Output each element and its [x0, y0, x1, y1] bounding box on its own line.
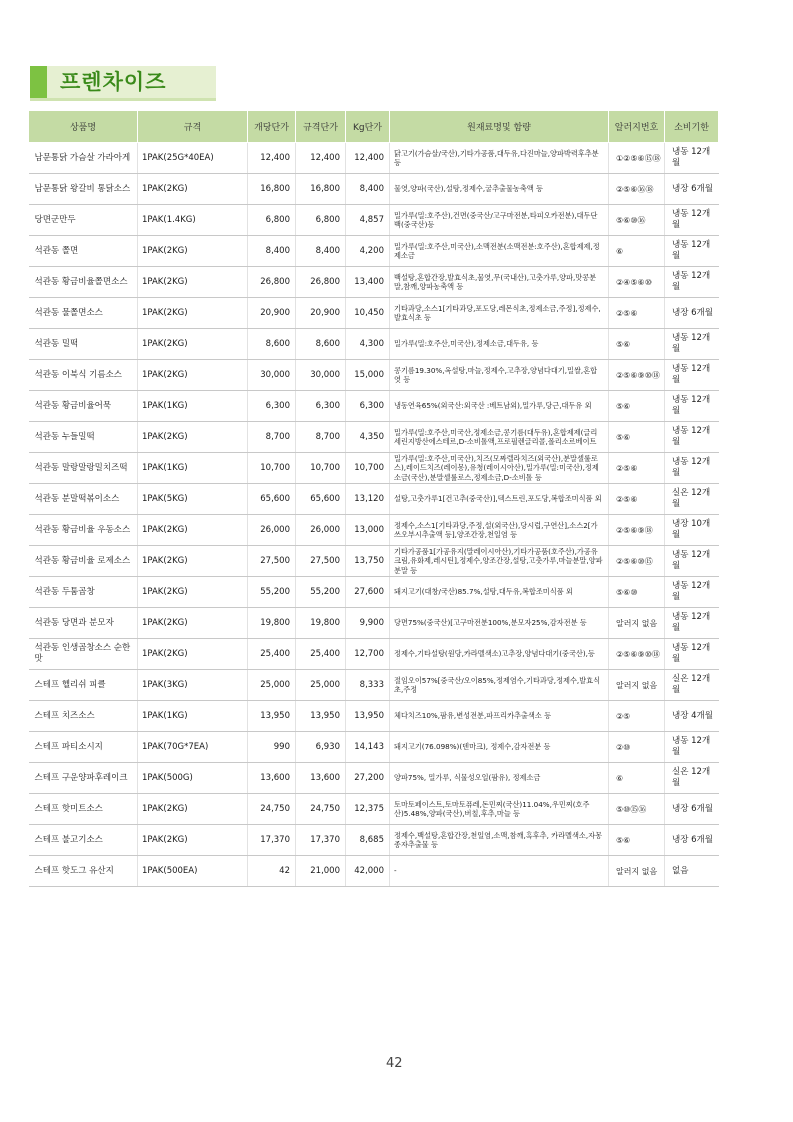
- cell-kg-price: 10,700: [346, 453, 390, 484]
- cell-spec-price: 20,900: [296, 298, 346, 329]
- cell-expiry: 냉동 12개월: [665, 422, 719, 453]
- table-row: [29, 329, 719, 360]
- cell-spec-price: 19,800: [296, 608, 346, 639]
- cell-unit-price: 16,800: [248, 174, 296, 205]
- table-row: [29, 763, 719, 794]
- cell-ingredients: 닭고기(가슴살/국산),기타가공품,대두유,다진마늘,양파박력후추분 등: [390, 143, 609, 174]
- cell-spec-price: 17,370: [296, 825, 346, 856]
- cell-spec: 1PAK(1KG): [138, 391, 248, 422]
- header-spec-price: 규격단가: [296, 111, 346, 143]
- cell-product-name: 석관동 황금비율 로제소스: [29, 546, 138, 577]
- cell-expiry: 냉동 12개월: [665, 143, 719, 174]
- page-number: 42: [386, 1056, 403, 1071]
- cell-product-name: 당면군만두: [29, 205, 138, 236]
- cell-expiry: 냉장 6개월: [665, 794, 719, 825]
- cell-ingredients: 밀가루(밀:호주산,미국산),치즈(모짜렐라치즈(외국산),분말셀룰로스),레이드치즈(레이몽),유청(레이시아산),밀가루(밀:미국산),정제소금(국산),분말셀룰로스,정제소금,D-소비톨 등: [390, 453, 609, 484]
- cell-product-name: 석관동 이북식 기름소스: [29, 360, 138, 391]
- cell-kg-price: 12,700: [346, 639, 390, 670]
- header-ingredients: 원재료명및 함량: [390, 111, 609, 143]
- cell-expiry: 냉동 12개월: [665, 453, 719, 484]
- header-allergy: 알러지번호: [609, 111, 665, 143]
- cell-ingredients: 밀가루(밀:호주산,미국산,정제소금,콩기름(대두유),혼합제제(글리세린지방산에스테르,D-소비톨액,프로필렌글리콜,폴리소르베이트: [390, 422, 609, 453]
- header-unit-price: 개당단가: [248, 111, 296, 143]
- cell-ingredients: 밀가루(밀:호주산,미국산),정제소금,대두유, 등: [390, 329, 609, 360]
- cell-allergy: ⑥: [609, 763, 665, 794]
- cell-allergy: 알러지 없음: [609, 608, 665, 639]
- table-row: [29, 701, 719, 732]
- cell-ingredients: 설탕,고춧가루1[건고추(중국산)],덱스트린,포도당,복합조미식품 외: [390, 484, 609, 515]
- cell-kg-price: 13,750: [346, 546, 390, 577]
- cell-expiry: 냉동 12개월: [665, 391, 719, 422]
- cell-kg-price: 4,857: [346, 205, 390, 236]
- cell-spec: 1PAK(2KG): [138, 577, 248, 608]
- cell-expiry: 실온 12개월: [665, 484, 719, 515]
- cell-spec-price: 25,400: [296, 639, 346, 670]
- cell-ingredients: 토마토페이스트,토마토퓨레,돈민찌(국산)11.04%,우민찌(호주산)5.48%,양파(국산),버칠,후추,마늘 등: [390, 794, 609, 825]
- cell-ingredients: 돼지고기(대창/국산)85.7%,설탕,대두유,복합조미식품 외: [390, 577, 609, 608]
- table-row: [29, 577, 719, 608]
- cell-allergy: 알러지 없음: [609, 670, 665, 701]
- table-row: [29, 608, 719, 639]
- cell-kg-price: 13,000: [346, 515, 390, 546]
- table-row: [29, 298, 719, 329]
- cell-kg-price: 27,600: [346, 577, 390, 608]
- cell-ingredients: 돼지고기(76.098%)(덴마크), 정제수,감자전분 등: [390, 732, 609, 763]
- cell-allergy: ⑤⑥: [609, 329, 665, 360]
- table-row: [29, 856, 719, 887]
- cell-product-name: 석관동 황금비율 우동소스: [29, 515, 138, 546]
- cell-spec: 1PAK(1.4KG): [138, 205, 248, 236]
- cell-allergy: ②⑩: [609, 732, 665, 763]
- cell-ingredients: -: [390, 856, 609, 887]
- cell-product-name: 석관동 인생곱창소스 순한맛: [29, 639, 138, 670]
- cell-spec: 1PAK(2KG): [138, 794, 248, 825]
- cell-spec: 1PAK(2KG): [138, 236, 248, 267]
- table-row: [29, 670, 719, 701]
- cell-expiry: 냉동 12개월: [665, 236, 719, 267]
- cell-allergy: ⑥: [609, 236, 665, 267]
- table-row: [29, 236, 719, 267]
- table-row: [29, 143, 719, 174]
- table-row: [29, 732, 719, 763]
- cell-kg-price: 8,400: [346, 174, 390, 205]
- cell-spec-price: 6,800: [296, 205, 346, 236]
- cell-spec: 1PAK(2KG): [138, 515, 248, 546]
- cell-spec: 1PAK(2KG): [138, 329, 248, 360]
- cell-product-name: 석관동 분말떡볶이소스: [29, 484, 138, 515]
- cell-product-name: 석관동 황금비율어묵: [29, 391, 138, 422]
- cell-product-name: 석관동 두툼곱창: [29, 577, 138, 608]
- cell-spec-price: 55,200: [296, 577, 346, 608]
- cell-allergy: ⑤⑥⑩⑯: [609, 205, 665, 236]
- table-row: [29, 267, 719, 298]
- cell-unit-price: 42: [248, 856, 296, 887]
- cell-spec: 1PAK(1KG): [138, 701, 248, 732]
- cell-ingredients: 당면75%(중국산)[고구마전분100%,분모자25%,감자전분 등: [390, 608, 609, 639]
- cell-unit-price: 10,700: [248, 453, 296, 484]
- cell-kg-price: 42,000: [346, 856, 390, 887]
- cell-unit-price: 17,370: [248, 825, 296, 856]
- table-row: [29, 391, 719, 422]
- cell-product-name: 석관동 밀떡: [29, 329, 138, 360]
- cell-kg-price: 9,900: [346, 608, 390, 639]
- cell-unit-price: 8,600: [248, 329, 296, 360]
- cell-spec: 1PAK(70G*7EA): [138, 732, 248, 763]
- cell-ingredients: 콩기름19.30%,옥설탕,마늘,정제수,고추장,양념다대기,밀쌀,혼합엿 등: [390, 360, 609, 391]
- cell-allergy: ⑤⑥: [609, 422, 665, 453]
- cell-spec-price: 8,600: [296, 329, 346, 360]
- cell-ingredients: 기타가공품1[가공유지(말레이시아산),기타가공품(호주산),가공유크림,유화제,레시틴],정제수,양조간장,설탕,고춧가루,마늘분말,양파분말 등: [390, 546, 609, 577]
- cell-spec-price: 13,600: [296, 763, 346, 794]
- header-expiry: 소비기한: [665, 111, 719, 143]
- cell-unit-price: 990: [248, 732, 296, 763]
- cell-kg-price: 12,400: [346, 143, 390, 174]
- cell-kg-price: 10,450: [346, 298, 390, 329]
- table-row: [29, 360, 719, 391]
- cell-unit-price: 26,800: [248, 267, 296, 298]
- cell-unit-price: 12,400: [248, 143, 296, 174]
- cell-allergy: ②⑤⑥: [609, 453, 665, 484]
- cell-unit-price: 8,700: [248, 422, 296, 453]
- cell-allergy: ⑤⑩⑮⑯: [609, 794, 665, 825]
- cell-unit-price: 55,200: [248, 577, 296, 608]
- cell-expiry: 냉동 12개월: [665, 329, 719, 360]
- cell-kg-price: 27,200: [346, 763, 390, 794]
- cell-ingredients: 체다치즈10%,팜유,변성전분,파프리카추출색소 등: [390, 701, 609, 732]
- table-row: [29, 484, 719, 515]
- cell-expiry: 냉동 12개월: [665, 732, 719, 763]
- cell-kg-price: 4,300: [346, 329, 390, 360]
- cell-spec: 1PAK(5KG): [138, 484, 248, 515]
- cell-expiry: 냉동 12개월: [665, 267, 719, 298]
- cell-expiry: 냉장 6개월: [665, 298, 719, 329]
- cell-product-name: 석관동 누들밀떡: [29, 422, 138, 453]
- table-row: [29, 453, 719, 484]
- cell-unit-price: 25,400: [248, 639, 296, 670]
- cell-product-name: 석관동 쫄면: [29, 236, 138, 267]
- cell-allergy: ⑤⑥: [609, 825, 665, 856]
- cell-expiry: 냉장 6개월: [665, 174, 719, 205]
- table-row: [29, 422, 719, 453]
- cell-spec: 1PAK(2KG): [138, 546, 248, 577]
- cell-product-name: 스테프 핫도그 유산지: [29, 856, 138, 887]
- cell-kg-price: 6,300: [346, 391, 390, 422]
- cell-expiry: 냉동 12개월: [665, 360, 719, 391]
- cell-ingredients: 정제수,백설탕,혼합간장,천일염,소맥,참깨,흑후추, 카라멜색소,자몽종자추출물 등: [390, 825, 609, 856]
- cell-unit-price: 6,300: [248, 391, 296, 422]
- header-product-name: 상품명: [29, 111, 138, 143]
- table-row: [29, 639, 719, 670]
- cell-unit-price: 20,900: [248, 298, 296, 329]
- cell-spec: 1PAK(2KG): [138, 422, 248, 453]
- cell-allergy: ②⑤⑥⑨⑱: [609, 515, 665, 546]
- cell-product-name: 석관동 물쫄면소스: [29, 298, 138, 329]
- table-row: [29, 174, 719, 205]
- cell-spec-price: 26,800: [296, 267, 346, 298]
- header-spec: 규격: [138, 111, 248, 143]
- cell-kg-price: 14,143: [346, 732, 390, 763]
- cell-unit-price: 8,400: [248, 236, 296, 267]
- cell-expiry: 냉동 12개월: [665, 205, 719, 236]
- cell-spec: 1PAK(2KG): [138, 360, 248, 391]
- cell-allergy: ②⑤⑥: [609, 484, 665, 515]
- cell-ingredients: 기타과당,소스1[기타과당,포도당,레몬식초,정제소금,주정],정제수,발효식초 등: [390, 298, 609, 329]
- table-row: [29, 515, 719, 546]
- cell-spec-price: 27,500: [296, 546, 346, 577]
- cell-spec-price: 8,700: [296, 422, 346, 453]
- cell-spec: 1PAK(3KG): [138, 670, 248, 701]
- cell-allergy: ②⑤⑥: [609, 298, 665, 329]
- table-row: [29, 205, 719, 236]
- cell-spec: 1PAK(500EA): [138, 856, 248, 887]
- cell-allergy: ②⑤⑥⑨⑩⑱: [609, 360, 665, 391]
- cell-kg-price: 8,333: [346, 670, 390, 701]
- cell-unit-price: 26,000: [248, 515, 296, 546]
- cell-ingredients: 정제수,기타설탕(원당,카라멜색소)고추장,양념다대기(중국산),등: [390, 639, 609, 670]
- cell-spec-price: 8,400: [296, 236, 346, 267]
- cell-expiry: 냉장 10개월: [665, 515, 719, 546]
- cell-product-name: 석관동 말랑말랑밀치즈떡: [29, 453, 138, 484]
- cell-ingredients: 밀가루(밀:호주산,미국산),소맥전분(소맥전분:호주산),혼합제제,정제소금: [390, 236, 609, 267]
- cell-ingredients: 냉동연육65%(외국산:외국산 :베트남외),밀가루,당근,대두유 외: [390, 391, 609, 422]
- cell-kg-price: 13,400: [346, 267, 390, 298]
- cell-unit-price: 27,500: [248, 546, 296, 577]
- cell-product-name: 스테프 구운양파후레이크: [29, 763, 138, 794]
- cell-ingredients: 물엿,양파(국산),설탕,정제수,굴추출물농축액 등: [390, 174, 609, 205]
- cell-unit-price: 30,000: [248, 360, 296, 391]
- cell-ingredients: 밀가루(밀:호주산),건면(중국산/고구마전분,타피오카전분),대두단백(중국산)등: [390, 205, 609, 236]
- cell-unit-price: 19,800: [248, 608, 296, 639]
- table-header-row: [29, 111, 719, 143]
- cell-product-name: 남문통닭 가슴살 가라아게: [29, 143, 138, 174]
- cell-kg-price: 15,000: [346, 360, 390, 391]
- cell-spec: 1PAK(2KG): [138, 608, 248, 639]
- cell-kg-price: 4,350: [346, 422, 390, 453]
- cell-kg-price: 13,120: [346, 484, 390, 515]
- cell-spec-price: 16,800: [296, 174, 346, 205]
- table-row: [29, 794, 719, 825]
- cell-allergy: ②⑤⑥⑩⑮: [609, 546, 665, 577]
- cell-allergy: ②④⑤⑥⑩: [609, 267, 665, 298]
- cell-ingredients: 정제수,소스1[기타과당,주정,설(외국산),당시럽,구연산],소스2[가쓰오부시추출액 등],양조간장,천일염 등: [390, 515, 609, 546]
- header-kg-price: Kg단가: [346, 111, 390, 143]
- cell-product-name: 석관동 황금비율쫄면소스: [29, 267, 138, 298]
- section-title-text: 프렌차이즈: [60, 70, 167, 94]
- cell-kg-price: 13,950: [346, 701, 390, 732]
- cell-spec-price: 6,930: [296, 732, 346, 763]
- cell-product-name: 스테프 헬리쉬 피클: [29, 670, 138, 701]
- cell-spec-price: 13,950: [296, 701, 346, 732]
- cell-unit-price: 13,600: [248, 763, 296, 794]
- cell-expiry: 없음: [665, 856, 719, 887]
- table-row: [29, 825, 719, 856]
- table-row: [29, 546, 719, 577]
- table-body: [29, 143, 719, 887]
- cell-spec-price: 25,000: [296, 670, 346, 701]
- cell-allergy: ⑤⑥⑩: [609, 577, 665, 608]
- cell-ingredients: 절임오이57%[중국산/오이85%,정제염수,기타과당,정제수,발효식초,주정: [390, 670, 609, 701]
- cell-spec-price: 26,000: [296, 515, 346, 546]
- cell-expiry: 냉동 12개월: [665, 608, 719, 639]
- cell-product-name: 스테프 불고기소스: [29, 825, 138, 856]
- cell-allergy: ②⑤⑥⑨⑩⑱: [609, 639, 665, 670]
- title-accent-bar: [30, 66, 47, 98]
- cell-spec: 1PAK(1KG): [138, 453, 248, 484]
- cell-kg-price: 8,685: [346, 825, 390, 856]
- cell-unit-price: 65,600: [248, 484, 296, 515]
- cell-unit-price: 13,950: [248, 701, 296, 732]
- cell-spec-price: 30,000: [296, 360, 346, 391]
- product-table: [28, 110, 719, 887]
- cell-kg-price: 12,375: [346, 794, 390, 825]
- cell-spec-price: 6,300: [296, 391, 346, 422]
- cell-product-name: 스테프 치즈소스: [29, 701, 138, 732]
- cell-spec: 1PAK(2KG): [138, 267, 248, 298]
- cell-expiry: 냉동 12개월: [665, 639, 719, 670]
- cell-product-name: 스테프 파티소시지: [29, 732, 138, 763]
- cell-allergy: 알러지 없음: [609, 856, 665, 887]
- title-underline: [30, 98, 216, 101]
- cell-spec-price: 24,750: [296, 794, 346, 825]
- cell-expiry: 냉동 12개월: [665, 546, 719, 577]
- cell-spec-price: 10,700: [296, 453, 346, 484]
- cell-spec: 1PAK(2KG): [138, 298, 248, 329]
- cell-spec-price: 65,600: [296, 484, 346, 515]
- cell-product-name: 남문통닭 왕갈비 통닭소스: [29, 174, 138, 205]
- cell-allergy: ①②⑤⑥⑮⑱: [609, 143, 665, 174]
- cell-kg-price: 4,200: [346, 236, 390, 267]
- cell-spec: 1PAK(2KG): [138, 825, 248, 856]
- cell-ingredients: 양파75%, 밀가루, 식물성오일(팜유), 정제소금: [390, 763, 609, 794]
- cell-allergy: ②⑤: [609, 701, 665, 732]
- cell-unit-price: 24,750: [248, 794, 296, 825]
- cell-spec: 1PAK(2KG): [138, 174, 248, 205]
- cell-product-name: 스테프 핫미트소스: [29, 794, 138, 825]
- cell-spec: 1PAK(500G): [138, 763, 248, 794]
- cell-expiry: 실온 12개월: [665, 763, 719, 794]
- cell-allergy: ⑤⑥: [609, 391, 665, 422]
- cell-expiry: 냉장 6개월: [665, 825, 719, 856]
- cell-spec: 1PAK(25G*40EA): [138, 143, 248, 174]
- cell-expiry: 실온 12개월: [665, 670, 719, 701]
- cell-spec-price: 21,000: [296, 856, 346, 887]
- cell-expiry: 냉동 12개월: [665, 577, 719, 608]
- cell-expiry: 냉장 4개월: [665, 701, 719, 732]
- section-title: [30, 66, 216, 98]
- cell-unit-price: 6,800: [248, 205, 296, 236]
- cell-unit-price: 25,000: [248, 670, 296, 701]
- cell-spec: 1PAK(2KG): [138, 639, 248, 670]
- cell-product-name: 석관동 당면과 분모자: [29, 608, 138, 639]
- cell-spec-price: 12,400: [296, 143, 346, 174]
- cell-allergy: ②⑤⑥⑯⑱: [609, 174, 665, 205]
- cell-ingredients: 백설탕,혼합간장,발효식초,물엿,무(국내산),고춧가루,양파,맛콩분말,참깨,양파농축액 등: [390, 267, 609, 298]
